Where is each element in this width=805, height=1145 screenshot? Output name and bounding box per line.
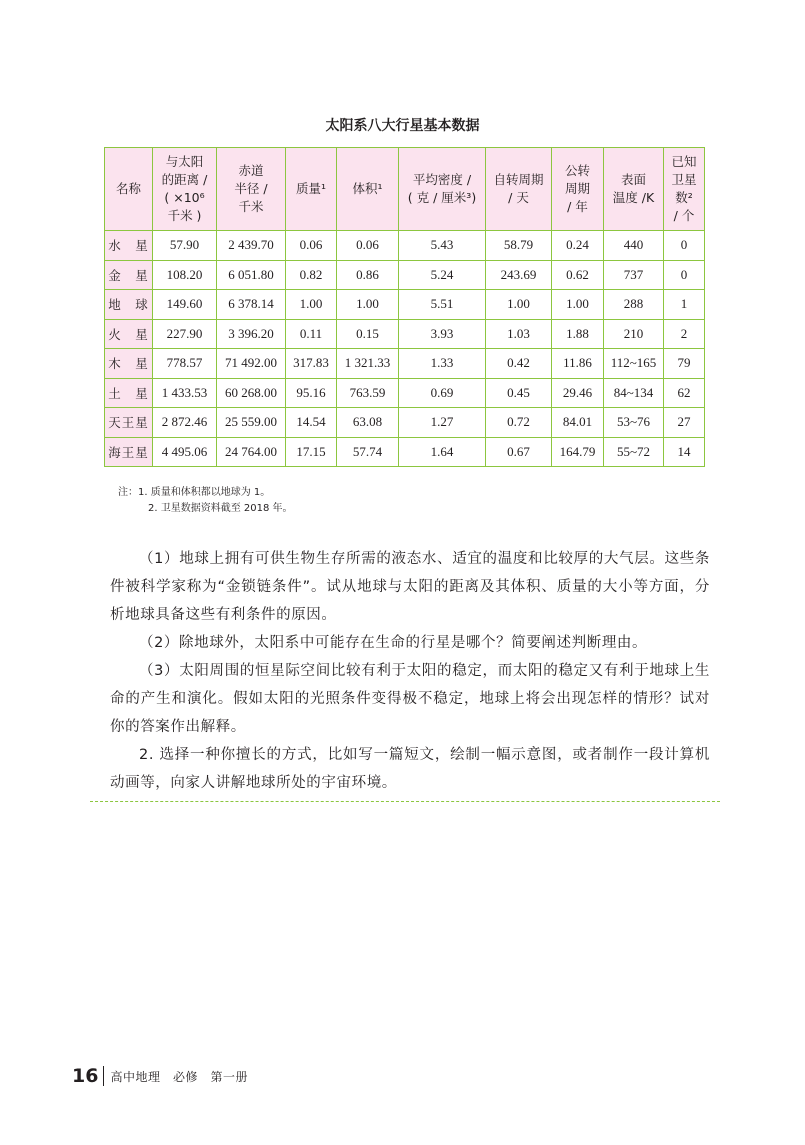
table-row (105, 378, 705, 408)
header-cell-0 (105, 148, 153, 231)
table-cell: 0.82 (286, 260, 337, 290)
table-header-row (105, 148, 705, 231)
note-1: 注：1. 质量和体积都以地球为 1。 (118, 487, 271, 498)
header-line: 自转周期 (493, 171, 544, 187)
header-cell-5 (399, 148, 486, 231)
table-cell: 1.88 (552, 319, 604, 349)
table-cell: 1.33 (399, 349, 486, 379)
table-cell: 6 051.80 (217, 260, 286, 290)
table-cell: 112~165 (604, 349, 664, 379)
table-cell: 1 (664, 290, 705, 320)
table-cell: 5.24 (399, 260, 486, 290)
header-line: 的距离 / (161, 171, 208, 187)
header-line: 平均密度 / (412, 171, 472, 187)
table-cell: 2 439.70 (217, 231, 286, 261)
header-cell-3 (286, 148, 337, 231)
table-cell: 317.83 (286, 349, 337, 379)
header-line: 半径 / (234, 180, 268, 196)
note-2: 2. 卫星数据资料截至 2018 年。 (148, 503, 293, 514)
table-cell: 0.06 (337, 231, 399, 261)
header-line: ( 克 / 厘米³) (407, 190, 477, 205)
table-cell: 763.59 (337, 378, 399, 408)
footer-separator (103, 1066, 104, 1086)
table-cell: 11.86 (552, 349, 604, 379)
table-cell: 1 433.53 (153, 378, 217, 408)
table-cell: 57.74 (337, 437, 399, 467)
table-cell: 0.72 (486, 408, 552, 438)
header-cell-9 (664, 148, 705, 231)
table-cell: 71 492.00 (217, 349, 286, 379)
table-cell: 3 396.20 (217, 319, 286, 349)
table-row (105, 231, 705, 261)
table-cell: 0.15 (337, 319, 399, 349)
header-cell-6 (486, 148, 552, 231)
planet-name-cell: 天王星 (105, 408, 153, 438)
table-cell: 1.27 (399, 408, 486, 438)
table-cell: 0.69 (399, 378, 486, 408)
table-cell: 55~72 (604, 437, 664, 467)
paragraph-1: （1）地球上拥有可供生物生存所需的液态水、适宜的温度和比较厚的大气层。这些条件被科学家称为“金锁链条件”。试从地球与太阳的距离及其体积、质量的大小等方面，分析地球具备这些有利条件的原因。 (110, 551, 710, 623)
header-line: 名称 (115, 180, 141, 196)
table-cell: 84.01 (552, 408, 604, 438)
table-cell: 737 (604, 260, 664, 290)
table-cell: 79 (664, 349, 705, 379)
table-cell: 1.64 (399, 437, 486, 467)
planet-name-cell: 火 星 (105, 319, 153, 349)
planet-name-cell: 木 星 (105, 349, 153, 379)
table-row (105, 437, 705, 467)
table-cell: 149.60 (153, 290, 217, 320)
table-cell: 2 (664, 319, 705, 349)
header-line: 数² (675, 190, 693, 205)
table-cell: 778.57 (153, 349, 217, 379)
table-cell: 108.20 (153, 260, 217, 290)
table-row (105, 260, 705, 290)
planet-name-cell: 土 星 (105, 378, 153, 408)
table-cell: 62 (664, 378, 705, 408)
header-cell-1 (153, 148, 217, 231)
header-line: 赤道 (238, 162, 264, 178)
table-cell: 1.00 (486, 290, 552, 320)
header-line: 公转 (564, 162, 590, 178)
table-row (105, 408, 705, 438)
table-cell: 24 764.00 (217, 437, 286, 467)
table-cell: 1.00 (286, 290, 337, 320)
header-line: 温度 /K (612, 190, 655, 205)
table-cell: 5.43 (399, 231, 486, 261)
table-cell: 6 378.14 (217, 290, 286, 320)
table-cell: 63.08 (337, 408, 399, 438)
planet-name-cell: 水 星 (105, 231, 153, 261)
table-cell: 0.42 (486, 349, 552, 379)
table-cell: 53~76 (604, 408, 664, 438)
header-cell-8 (604, 148, 664, 231)
table-cell: 1.00 (552, 290, 604, 320)
header-line: 已知 (671, 153, 697, 169)
page-number: 16 (72, 1065, 99, 1087)
table-cell: 17.15 (286, 437, 337, 467)
header-line: 千米 (238, 199, 264, 215)
header-line: / 天 (508, 190, 529, 205)
book-title: 高中地理 必修 第一册 (110, 1069, 248, 1084)
table-cell: 0 (664, 260, 705, 290)
table-cell: 0.06 (286, 231, 337, 261)
table-cell: 0.11 (286, 319, 337, 349)
table-cell: 0.86 (337, 260, 399, 290)
table-cell: 60 268.00 (217, 378, 286, 408)
table-cell: 243.69 (486, 260, 552, 290)
header-line: ( ×10⁶ (164, 190, 205, 205)
table-cell: 4 495.06 (153, 437, 217, 467)
table-title: 太阳系八大行星基本数据 (325, 118, 480, 134)
table-row (105, 349, 705, 379)
table-row (105, 319, 705, 349)
table-cell: 5.51 (399, 290, 486, 320)
table-body (105, 231, 705, 467)
table-cell: 29.46 (552, 378, 604, 408)
header-line: 周期 (564, 180, 590, 196)
table-cell: 1 321.33 (337, 349, 399, 379)
planet-data-table (104, 147, 705, 467)
table-cell: 2 872.46 (153, 408, 217, 438)
table-cell: 288 (604, 290, 664, 320)
header-cell-4 (337, 148, 399, 231)
paragraph-2: （2）除地球外，太阳系中可能存在生命的行星是哪个？简要阐述判断理由。 (139, 635, 648, 651)
header-cell-7 (552, 148, 604, 231)
table-cell: 0.24 (552, 231, 604, 261)
table-cell: 440 (604, 231, 664, 261)
header-line: 千米 ) (167, 208, 202, 224)
table-cell: 25 559.00 (217, 408, 286, 438)
planet-name-cell: 地 球 (105, 290, 153, 320)
table-cell: 84~134 (604, 378, 664, 408)
planet-name-cell: 海王星 (105, 437, 153, 467)
planet-name-cell: 金 星 (105, 260, 153, 290)
table-row (105, 290, 705, 320)
table-cell: 227.90 (153, 319, 217, 349)
paragraph-3: （3）太阳周围的恒星际空间比较有利于太阳的稳定，而太阳的稳定又有利于地球上生命的产生和演化。假如太阳的光照条件变得极不稳定，地球上将会出现怎样的情形？试对你的答案作出解释。 (110, 663, 710, 735)
header-line: 体积¹ (352, 180, 383, 196)
page-footer (72, 1065, 248, 1087)
table-cell: 1.03 (486, 319, 552, 349)
table-cell: 210 (604, 319, 664, 349)
paragraph-4: 2. 选择一种你擅长的方式，比如写一篇短文，绘制一幅示意图，或者制作一段计算机动画等，向家人讲解地球所处的宇宙环境。 (110, 747, 710, 791)
table-cell: 0 (664, 231, 705, 261)
table-cell: 0.45 (486, 378, 552, 408)
header-line: 卫星 (671, 171, 697, 187)
table-cell: 0.67 (486, 437, 552, 467)
header-line: 表面 (620, 171, 646, 187)
header-cell-2 (217, 148, 286, 231)
table-cell: 57.90 (153, 231, 217, 261)
exercise-text (110, 545, 710, 797)
header-line: / 个 (673, 208, 695, 224)
header-line: / 年 (567, 199, 588, 215)
header-line: 质量¹ (295, 180, 326, 196)
table-cell: 95.16 (286, 378, 337, 408)
table-cell: 3.93 (399, 319, 486, 349)
table-notes (118, 485, 293, 517)
table-cell: 1.00 (337, 290, 399, 320)
table-cell: 27 (664, 408, 705, 438)
table-cell: 164.79 (552, 437, 604, 467)
table-cell: 14 (664, 437, 705, 467)
table-cell: 14.54 (286, 408, 337, 438)
table-cell: 0.62 (552, 260, 604, 290)
section-divider (90, 801, 720, 802)
table-cell: 58.79 (486, 231, 552, 261)
header-line: 与太阳 (165, 153, 204, 169)
